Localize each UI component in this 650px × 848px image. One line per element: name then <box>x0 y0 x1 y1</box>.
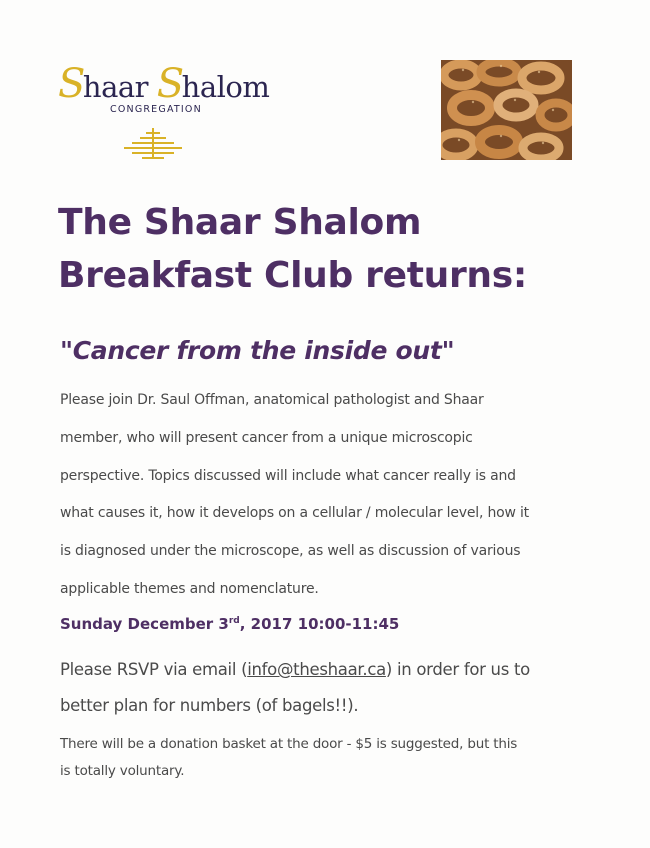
description-line: member, who will present cancer from a unique microscopic <box>60 429 473 446</box>
talk-title: "Cancer from the inside out" <box>60 336 455 365</box>
bagels-photo <box>441 60 572 160</box>
logo-wordmark: Shaar Shalom <box>58 61 270 107</box>
rsvp-email-link[interactable]: info@theshaar.ca <box>247 660 386 679</box>
page-title <box>58 196 618 302</box>
description-line: is diagnosed under the microscope, as well as discussion of various <box>60 543 521 560</box>
rsvp-line: better plan for numbers (of bagels!!). <box>60 696 359 715</box>
congregation-logo <box>58 61 270 174</box>
title-line: Breakfast Club returns: <box>58 255 527 296</box>
event-date: Sunday December 3rd, 2017 10:00-11:45 <box>60 615 400 633</box>
description-line: Please join Dr. Saul Offman, anatomical pathologist and Shaar <box>60 392 484 408</box>
rsvp-text <box>60 652 600 724</box>
donation-line: There will be a donation basket at the door - $5 is suggested, but this <box>60 736 518 752</box>
rsvp-line: Please RSVP via email (info@theshaar.ca) in order for us to <box>60 660 530 679</box>
description-line: applicable themes and nomenclature. <box>60 580 319 597</box>
description-line: what causes it, how it develops on a cellular / molecular level, how it <box>60 505 529 522</box>
logo-subtitle: CONGREGATION <box>110 104 202 115</box>
description-line: perspective. Topics discussed will include what cancer really is and <box>60 467 516 484</box>
donation-note <box>60 731 600 785</box>
event-description <box>60 382 595 609</box>
donation-line: is totally voluntary. <box>60 763 185 779</box>
menorah-icon <box>122 128 184 162</box>
title-line: The Shaar Shalom <box>58 202 422 243</box>
